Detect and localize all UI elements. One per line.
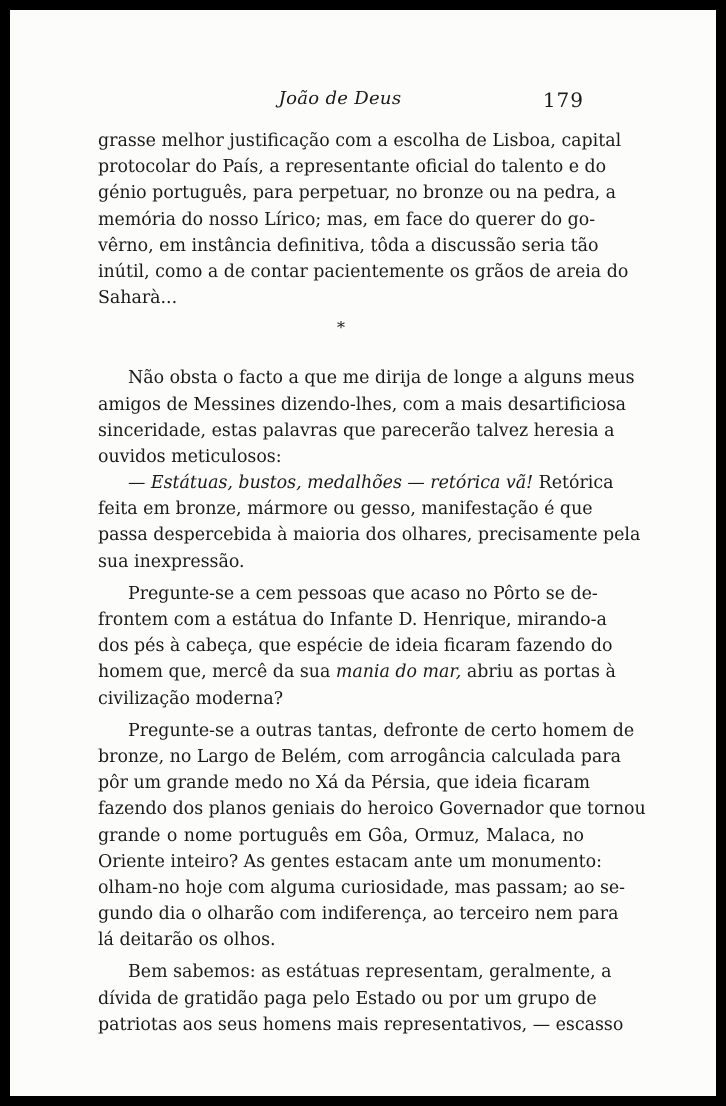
- text-line: [98, 659, 616, 685]
- text-line: sua inexpressão.: [98, 551, 245, 572]
- text-fragment: abriu as portas à: [461, 662, 616, 683]
- text-line: [98, 470, 614, 496]
- text-line: Bem sabemos: as estátuas representam, geralmente, a: [128, 962, 612, 983]
- text-line: gundo dia o olharão com indiferença, ao terceiro nem para: [98, 904, 619, 925]
- section-separator: *: [337, 318, 345, 338]
- text-line: feita em bronze, mármore ou gesso, manifestação é que: [98, 499, 593, 520]
- paragraph-4: [98, 581, 616, 712]
- text-line: civilização moderna?: [98, 688, 284, 709]
- text-line: grande o nome português em Gôa, Ormuz, Malaca, no: [98, 825, 584, 846]
- text-line: dívida de gratidão paga pelo Estado ou por um grupo de: [98, 988, 597, 1009]
- italic-phrase: mania do mar,: [335, 662, 462, 683]
- em-dash: —: [128, 473, 151, 494]
- text-line: vêrno, em instância definitiva, tôda a discussão seria tão: [98, 235, 599, 256]
- running-title: João de Deus: [278, 88, 402, 109]
- text-line: protocolar do País, a representante oficial do talento e do: [98, 157, 607, 178]
- text-line: Pregunte-se a cem pessoas que acaso no Pôrto se de-: [128, 583, 598, 604]
- paragraph-2: [98, 365, 635, 470]
- text-line: lá deitarão os olhos.: [98, 930, 276, 951]
- text-line: bronze, no Largo de Belém, com arrogância calculada para: [98, 746, 621, 767]
- text-line: ouvidos meticulosos:: [98, 446, 282, 467]
- text-line: olham-no hoje com alguma curiosidade, mas passam; ao se-: [98, 877, 626, 898]
- text-line: passa despercebida à maioria dos olhares, precisamente pela: [98, 525, 641, 546]
- paragraph-3: [98, 470, 641, 575]
- text-line: fazendo dos planos geniais do heroico Governador que tornou: [98, 799, 646, 820]
- paragraph-5: [98, 718, 646, 954]
- text-line: Oriente inteiro? As gentes estacam ante um monumento:: [98, 851, 602, 872]
- text-fragment: homem que, mercê da sua: [98, 662, 336, 683]
- book-page: [10, 10, 716, 1096]
- italic-quote: Estátuas, bustos, medalhões — retórica vã!: [150, 473, 534, 494]
- paragraph-1: [98, 128, 629, 311]
- text-line: dos pés à cabeça, que espécie de ideia ficaram fazendo do: [98, 636, 613, 657]
- text-line: frontem com a estátua do Infante D. Henrique, mirando-a: [98, 610, 607, 630]
- text-line: Saharà...: [98, 288, 178, 309]
- text-line: inútil, como a de contar pacientemente os grãos de areia do: [98, 261, 629, 282]
- text-line: Pregunte-se a outras tantas, defronte de certo homem de: [128, 720, 635, 741]
- text-line: patriotas aos seus homens mais representativos, — escasso: [98, 1014, 624, 1035]
- text-line: Não obsta o facto a que me dirija de longe a alguns meus: [128, 368, 635, 389]
- page-body: [98, 128, 646, 1038]
- page-number: 179: [542, 88, 584, 112]
- text-line: génio português, para perpetuar, no bronze ou na pedra, a: [98, 183, 617, 204]
- page-header: [96, 88, 584, 118]
- text-fragment: Retórica: [533, 473, 614, 494]
- text-line: memória do nosso Lírico; mas, em face do querer do go-: [98, 209, 596, 230]
- paragraph-6: [98, 959, 624, 1038]
- text-line: pôr um grande medo no Xá da Pérsia, que ideia ficaram: [98, 773, 590, 794]
- text-line: sinceridade, estas palavras que parecerão talvez heresia a: [98, 420, 615, 441]
- text-line: grasse melhor justificação com a escolha de Lisboa, capital: [98, 131, 622, 151]
- text-line: amigos de Messines dizendo-lhes, com a mais desartificiosa: [98, 394, 626, 415]
